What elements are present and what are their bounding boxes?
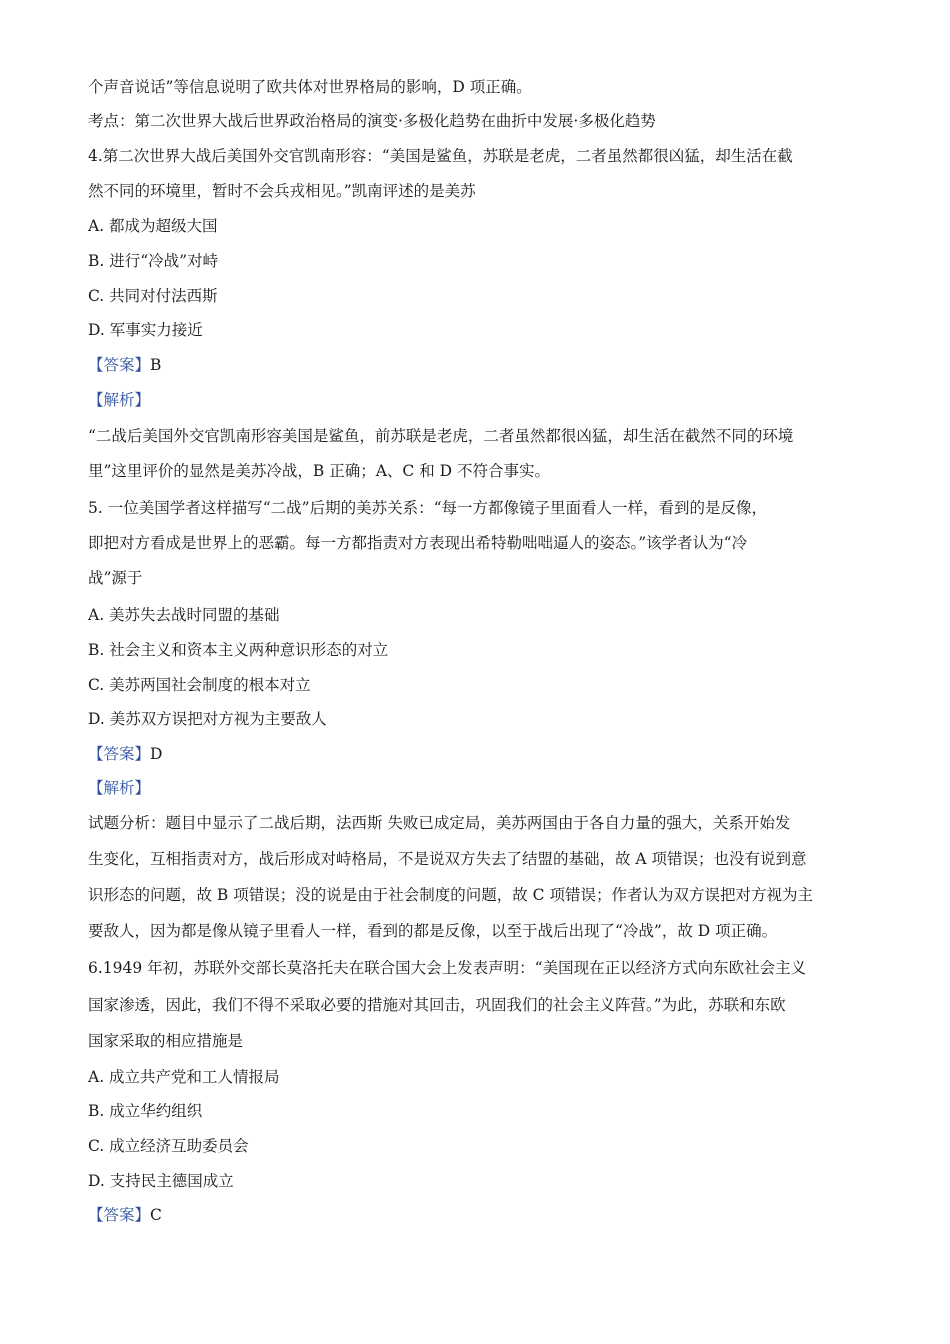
- q6-stem-line2: 国家渗透，因此，我们不得不采取必要的措施对其回击，巩固我们的社会主义阵营。”为此，苏联和东欧: [88, 996, 786, 1014]
- q5-answer-value: D: [150, 745, 163, 763]
- q5-option-d: D. 美苏双方误把对方视为主要敌人: [88, 710, 327, 728]
- q6-option-b: B. 成立华约组织: [88, 1102, 203, 1120]
- q5-answer: [88, 744, 162, 764]
- q6-stem-line1: 6.1949 年初，苏联外交部长莫洛托夫在联合国大会上发表声明：“美国现在正以经济方式向东欧社会主义: [88, 959, 807, 977]
- q5-option-a: A. 美苏失去战时同盟的基础: [88, 606, 280, 624]
- q4-option-c: C. 共同对付法西斯: [88, 287, 218, 305]
- prev-analysis-tail: 个声音说话”等信息说明了欧共体对世界格局的影响，D 项正确。: [88, 78, 532, 96]
- q4-option-d: D. 军事实力接近: [88, 321, 203, 339]
- q5-answer-label: 【答案】: [88, 745, 151, 763]
- q4-stem-line2: 然不同的环境里，暂时不会兵戎相见。”凯南评述的是美苏: [88, 182, 476, 200]
- q4-analysis-label: 【解析】: [88, 391, 151, 409]
- q5-stem-line2: 即把对方看成是世界上的恶霸。每一方都指责对方表现出希特勒咄咄逼人的姿态。”该学者认为“冷: [88, 534, 748, 552]
- q6-answer: [88, 1205, 162, 1225]
- q4-analysis-line1: “二战后美国外交官凯南形容美国是鲨鱼，前苏联是老虎，二者虽然都很凶猛，却生活在截然不同的环境: [88, 427, 794, 445]
- q6-stem-line3: 国家采取的相应措施是: [88, 1032, 244, 1050]
- q6-answer-label: 【答案】: [88, 1206, 151, 1224]
- prev-kaodian: 考点：第二次世界大战后世界政治格局的演变·多极化趋势在曲折中发展·多极化趋势: [88, 112, 656, 130]
- q4-analysis-line2: 里”这里评价的显然是美苏冷战，B 正确；A、C 和 D 不符合事实。: [88, 462, 551, 480]
- q5-option-b: B. 社会主义和资本主义两种意识形态的对立: [88, 641, 389, 659]
- q6-option-c: C. 成立经济互助委员会: [88, 1137, 249, 1155]
- q4-option-b: B. 进行“冷战”对峙: [88, 252, 219, 270]
- q6-answer-value: C: [150, 1206, 162, 1224]
- q4-option-a: A. 都成为超级大国: [88, 217, 218, 235]
- q5-analysis-line4: 要敌人，因为都是像从镜子里看人一样，看到的都是反像，以至于战后出现了“冷战”，故 D 项正确。: [88, 922, 778, 940]
- q6-option-a: A. 成立共产党和工人情报局: [88, 1068, 280, 1086]
- q5-option-c: C. 美苏两国社会制度的根本对立: [88, 676, 311, 694]
- q5-stem-line3: 战”源于: [88, 569, 143, 587]
- q5-stem-line1: 5. 一位美国学者这样描写“二战”后期的美苏关系：“每一方都像镜子里面看人一样，看到的是反像，: [88, 499, 767, 517]
- q4-answer-label: 【答案】: [88, 356, 151, 374]
- q5-analysis-label: 【解析】: [88, 779, 151, 797]
- q5-analysis-line1: 试题分析：题目中显示了二战后期，法西斯 失败已成定局，美苏两国由于各自力量的强大，关系开始发: [88, 814, 791, 832]
- q6-option-d: D. 支持民主德国成立: [88, 1172, 234, 1190]
- q4-answer-value: B: [150, 356, 162, 374]
- q5-analysis-line2: 生变化，互相指责对方，战后形成对峙格局，不是说双方失去了结盟的基础，故 A 项错误；也没有说到意: [88, 850, 807, 868]
- q5-analysis-line3: 识形态的问题，故 B 项错误；没的说是由于社会制度的问题，故 C 项错误；作者认为双方误把对方视为主: [88, 886, 813, 904]
- q4-stem-line1: 4.第二次世界大战后美国外交官凯南形容：“美国是鲨鱼，苏联是老虎，二者虽然都很凶猛，却生活在截: [88, 147, 793, 165]
- q4-answer: [88, 355, 161, 375]
